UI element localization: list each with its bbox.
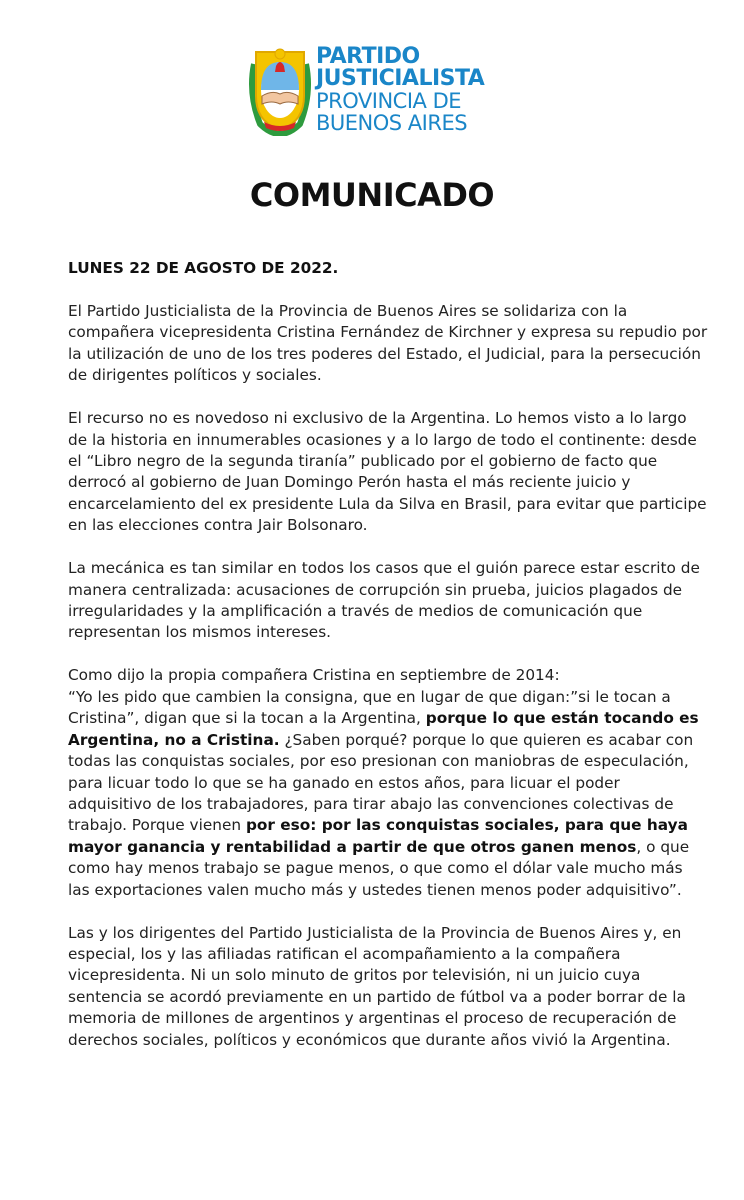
logo-line-3: PROVINCIA DE: [316, 89, 462, 113]
paragraph-4-intro: Como dijo la propia compañera Cristina en septiembre de 2014:: [68, 666, 560, 685]
paragraph-5: Las y los dirigentes del Partido Justicialista de la Provincia de Buenos Aires y, en especial, los y las afiliadas ratifican el acompañamiento a la compañera vicepresidenta. Ni un solo minuto de gritos por televisión, ni un juicio cuya sentencia se acordó previamente en un partido de fútbol va a poder borrar de la memoria de millones de argentinos y argentinas el proceso de recuperación de derechos sociales, políticos y económicos que durante años vivió la Argentina.: [68, 923, 686, 1049]
document-title: COMUNICADO: [249, 176, 495, 214]
quote-part-a: “Yo les pido que cambien la consigna, que en lugar de que digan:”si le tocan a Cristina”, digan que si la tocan a la Argentina,: [68, 687, 671, 728]
paragraph-3: La mecánica es tan similar en todos los casos que el guión parece estar escrito de manera centralizada: acusaciones de corrupción sin prueba, juicios plagados de irregularidades y la amplificación a través de medios de comunicación que representan los mismos intereses.: [68, 559, 700, 642]
quote-bold-2: por eso: por las conquistas sociales, para que haya mayor ganancia y rentabilidad a partir de que otros ganen menos: [68, 816, 688, 856]
shield-emblem-icon: [248, 44, 312, 136]
paragraph-4: [68, 665, 708, 900]
logo-line-1: PARTIDO: [316, 44, 420, 69]
paragraph-2: El recurso no es novedoso ni exclusivo de la Argentina. Lo hemos visto a lo largo de la historia en innumerables ocasiones y a lo largo de todo el continente: desde el “Libro negro de la segunda tiranía” publicado por el gobierno de facto que derrocó al gobierno de Juan Domingo Perón hasta el más reciente juicio y encarcelamiento del ex presidente Lula da Silva en Brasil, para evitar que participe en las elecciones contra Jair Bolsonaro.: [68, 409, 707, 535]
document-date: LUNES 22 DE AGOSTO DE 2022.: [68, 259, 339, 277]
logo-wordmark: [316, 46, 484, 134]
logo-line-4: BUENOS AIRES: [316, 111, 468, 135]
paragraph-1: El Partido Justicialista de la Provincia de Buenos Aires se solidariza con la compañera vicepresidenta Cristina Fernández de Kirchner y expresa su repudio por la utilización de uno de los tres poderes del Estado, el Judicial, para la persecución de dirigentes políticos y sociales.: [68, 302, 708, 385]
quote-part-c: ¿Saben porqué? porque lo que quieren es acabar con todas las conquistas sociales, por eso presionan con maniobras de especulación, para licuar todo lo que se ha ganado en estos años, para licuar el poder adquisitivo de los trabajadores, para tirar abajo las convenciones colectivas de trabajo. Porque vienen: [68, 730, 694, 835]
logo-line-2: JUSTICIALISTA: [316, 66, 485, 91]
party-logo: [248, 44, 508, 140]
quote-part-e: , o que como hay menos trabajo se pague menos, o que como el dólar vale mucho más las exportaciones valen mucho más y ustedes tienen menos poder adquisitivo”.: [68, 837, 690, 899]
document-body: [68, 258, 708, 1073]
quote-bold-1: porque lo que están tocando es Argentina, no a Cristina.: [68, 709, 699, 749]
